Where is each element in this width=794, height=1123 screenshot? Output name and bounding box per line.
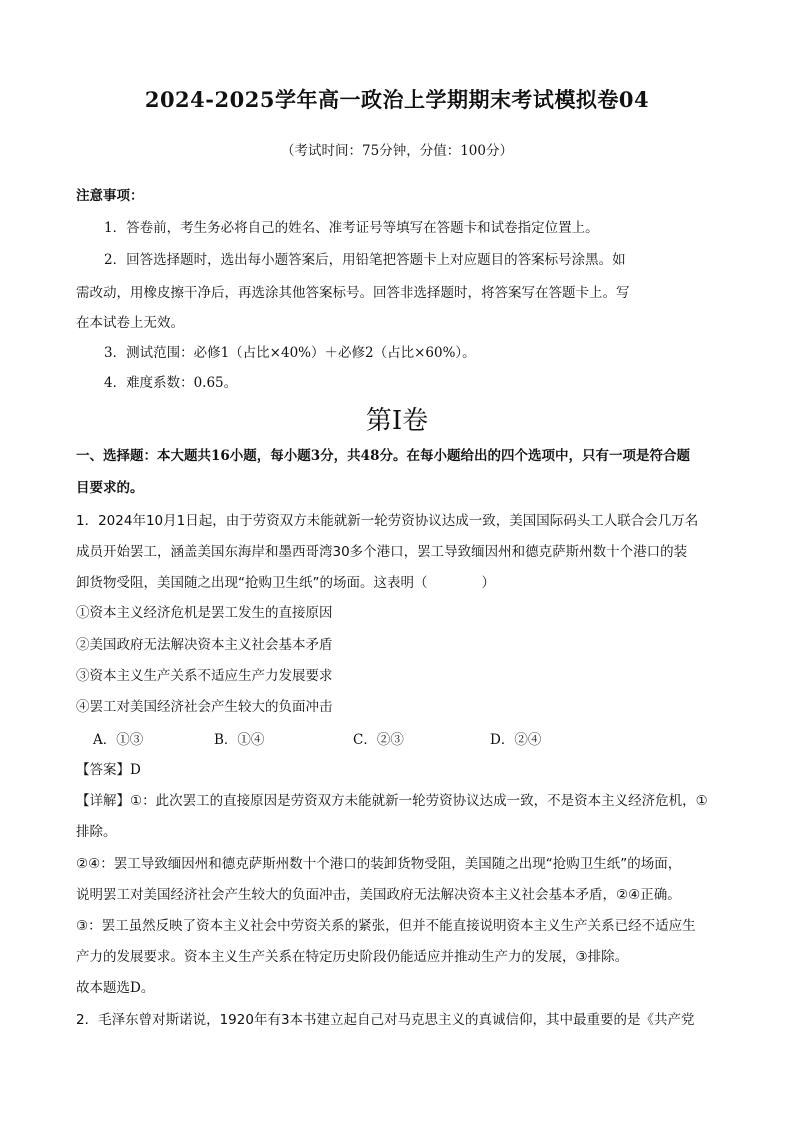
section-heading-line-1: 一、选择题：本大题共16小题，每小题3分，共48分。在每小题给出的四个选项中，只有一项是符合题 [76,448,690,464]
notes-heading: 注意事项： [76,188,144,204]
q1-explanation-line-7: 故本题选D。 [76,980,155,996]
q1-explanation-line-5: ③：罢工虽然反映了资本主义社会中劳资关系的紧张，但并不能直接说明资本主义生产关系已经不适应生 [76,918,696,934]
q1-explanation-line-2: 排除。 [76,824,117,840]
exam-subtitle: （考试时间：75分钟，分值：100分） [281,143,513,159]
q1-statement-4: ④罢工对美国经济社会产生较大的负面冲击 [76,699,333,715]
q1-statement-3: ③资本主义生产关系不适应生产力发展要求 [76,668,333,684]
q1-option-d: D．②④ [490,732,542,748]
q1-stem-line-3: 卸货物受阻，美国随之出现“抢购卫生纸”的场面。这表明（ ） [76,575,495,591]
note-item-2-line-1: 2．回答选择题时，选出每小题答案后，用铅笔把答题卡上对应题目的答案标号涂黑。如 [104,252,626,268]
note-item-2-line-3: 在本试卷上无效。 [76,315,184,331]
q1-explanation-line-4: 说明罢工对美国经济社会产生较大的负面冲击，美国政府无法解决资本主义社会基本矛盾，②④正确。 [76,887,681,903]
q1-explanation-line-1: 【详解】①：此次罢工的直接原因是劳资双方未能就新一轮劳资协议达成一致，不是资本主义经济危机，① [76,793,708,809]
note-item-4: 4．难度系数：0.65。 [104,375,238,391]
note-item-3: 3．测试范围：必修1（占比×40%）＋必修2（占比×60%）。 [104,345,476,361]
q1-option-a: A．①③ [93,732,144,748]
section-heading-line-2: 目要求的。 [76,480,144,496]
volume-heading: 第I卷 [365,406,429,436]
q1-stem-line-2: 成员开始罢工，涵盖美国东海岸和墨西哥湾30多个港口，罢工导致缅因州和德克萨斯州数十个港口的装 [76,544,688,560]
note-item-1: 1．答卷前，考生务必将自己的姓名、准考证号等填写在答题卡和试卷指定位置上。 [104,220,599,236]
q1-option-b: B．①④ [214,732,265,748]
q1-stem-line-1: 1．2024年10月1日起，由于劳资双方未能就新一轮劳资协议达成一致，美国国际码头工人联合会几万名 [76,513,699,529]
q1-explanation-line-3: ②④：罢工导致缅因州和德克萨斯州数十个港口的装卸货物受阻，美国随之出现“抢购卫生纸”的场面， [76,856,682,872]
q1-statement-2: ②美国政府无法解决资本主义社会基本矛盾 [76,637,333,653]
q1-statement-1: ①资本主义经济危机是罢工发生的直接原因 [76,605,333,621]
q1-option-c: C．②③ [353,732,404,748]
q2-stem-line-1: 2．毛泽东曾对斯诺说，1920年有3本书建立起自己对马克思主义的真诚信仰，其中最重要的是《共产党 [76,1012,695,1028]
note-item-2-line-2: 需改动，用橡皮擦干净后，再选涂其他答案标号。回答非选择题时，将答案写在答题卡上。写 [76,285,630,301]
q1-explanation-line-6: 产力的发展要求。资本主义生产关系在特定历史阶段仍能适应并推动生产力的发展，③排除。 [76,949,629,965]
q1-answer: 【答案】D [76,762,141,778]
exam-title: 2024-2025学年高一政治上学期期末考试模拟卷04 [144,87,650,112]
